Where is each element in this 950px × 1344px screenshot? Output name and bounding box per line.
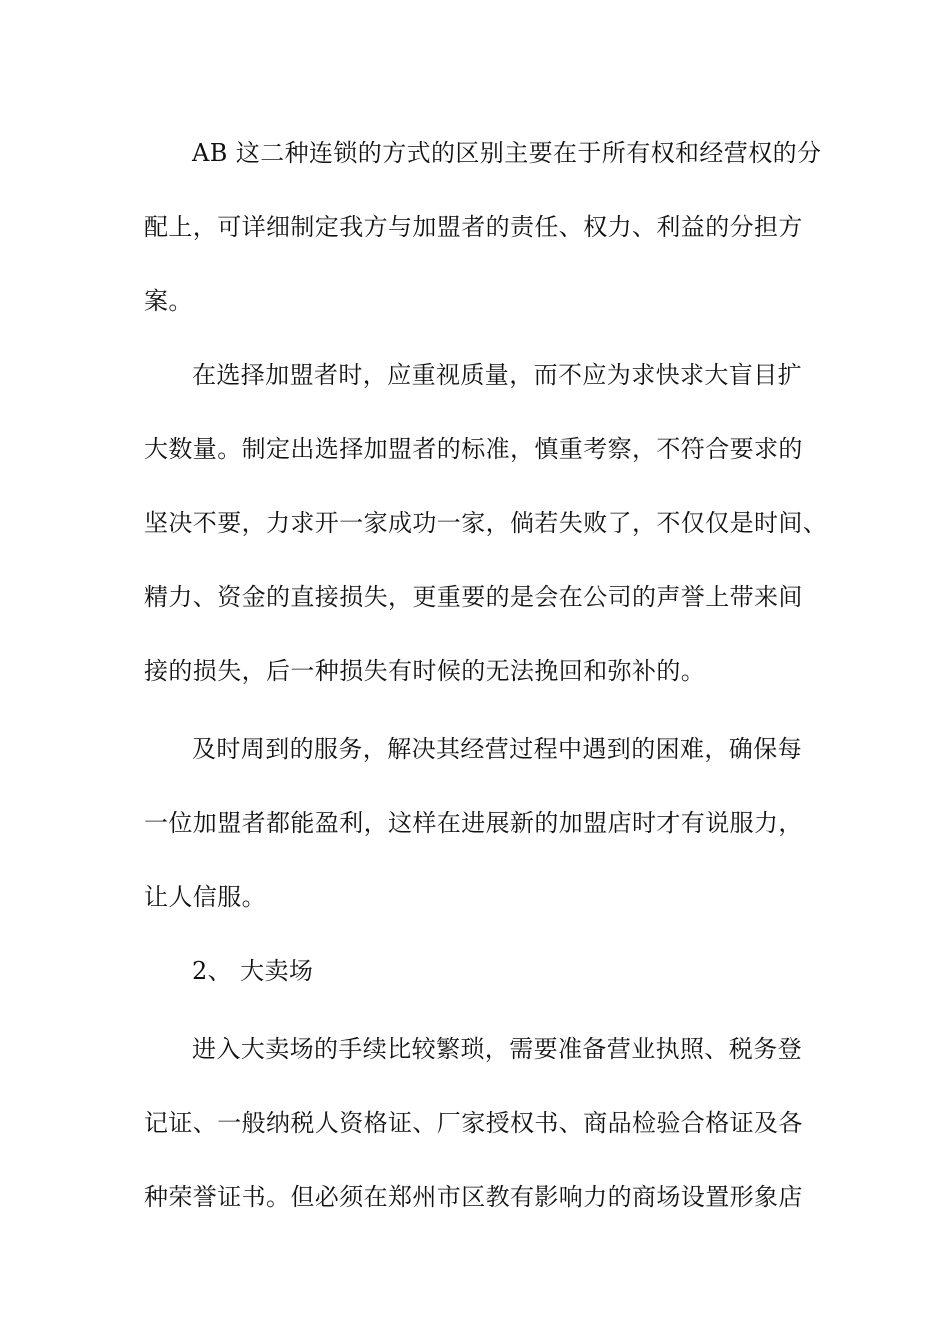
- paragraph-3-line-3: 让人信服。: [144, 883, 266, 911]
- paragraph-4-line-2: 记证、一般纳税人资格证、厂家授权书、商品检验合格证及各: [144, 1109, 803, 1137]
- paragraph-2-line-3: 坚决不要，力求开一家成功一家，倘若失败了，不仅仅是时间、: [144, 509, 828, 537]
- paragraph-1-line-3: 案。: [144, 287, 193, 315]
- paragraph-2-line-4: 精力、资金的直接损失，更重要的是会在公司的声誉上带来间: [144, 583, 803, 611]
- paragraph-3-line-2: 一位加盟者都能盈利，这样在进展新的加盟店时才有说服力，: [144, 809, 803, 837]
- paragraph-4-line-1: 进入大卖场的手续比较繁琐，需要准备营业执照、税务登: [192, 1035, 802, 1063]
- paragraph-1-line-1: AB 这二种连锁的方式的区别主要在于所有权和经营权的分: [192, 139, 822, 167]
- paragraph-2-line-1: 在选择加盟者时，应重视质量，而不应为求快求大盲目扩: [192, 361, 802, 389]
- paragraph-2-line-2: 大数量。制定出选择加盟者的标准，慎重考察，不符合要求的: [144, 435, 803, 463]
- section-heading: 2、 大卖场: [192, 957, 314, 985]
- paragraph-3-line-1: 及时周到的服务，解决其经营过程中遇到的困难，确保每: [192, 735, 802, 763]
- paragraph-1-line-2: 配上，可详细制定我方与加盟者的责任、权力、利益的分担方: [144, 213, 803, 241]
- paragraph-4-line-3: 种荣誉证书。但必须在郑州市区教有影响力的商场设置形象店: [144, 1183, 803, 1211]
- paragraph-2-line-5: 接的损失，后一种损失有时候的无法挽回和弥补的。: [144, 657, 706, 685]
